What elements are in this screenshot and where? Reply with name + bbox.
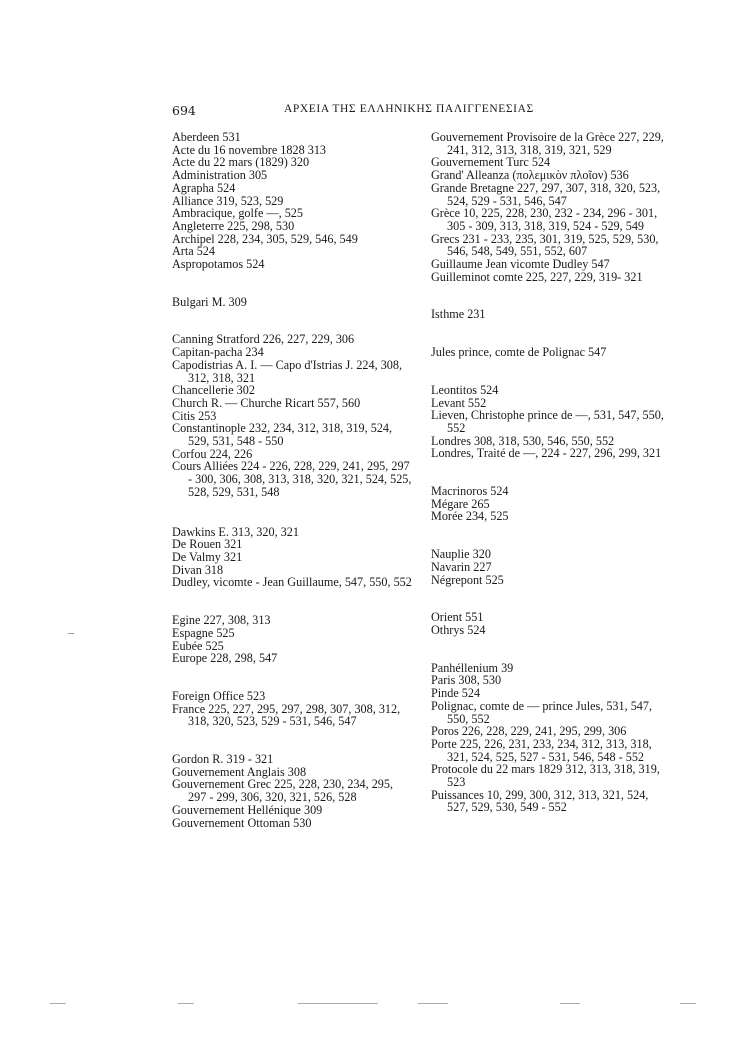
index-entry: Panhéllenium 39 bbox=[431, 660, 514, 675]
index-entry: Navarin 227 bbox=[431, 559, 492, 574]
footer-rule bbox=[298, 1003, 378, 1004]
index-entry: Europe 228, 298, 547 bbox=[172, 651, 278, 666]
index-entry: Angleterre 225, 298, 530 bbox=[172, 218, 295, 233]
index-column-right bbox=[431, 131, 671, 814]
index-entry: Bulgari M. 309 bbox=[172, 294, 247, 309]
index-entry: Pinde 524 bbox=[431, 686, 481, 701]
index-entry: Administration 305 bbox=[172, 168, 268, 183]
footer-rule bbox=[418, 1003, 448, 1004]
index-entry: Aberdeen 531 bbox=[172, 130, 241, 144]
footer-rule bbox=[560, 1003, 580, 1004]
index-entry: Lieven, Christophe prince de —, 531, 547, 550, 552 bbox=[431, 408, 664, 435]
footer-rule bbox=[50, 1003, 66, 1004]
index-entry: Poros 226, 228, 229, 241, 295, 299, 306 bbox=[431, 724, 627, 739]
index-entry: Puissances 10, 299, 300, 312, 313, 321, 524, 527, 529, 530, 549 - 552 bbox=[431, 787, 649, 815]
index-entry: Othrys 524 bbox=[431, 622, 486, 637]
index-entry: Gouvernement Hellénique 309 bbox=[172, 802, 323, 817]
index-entry: Grèce 10, 225, 228, 230, 232 - 234, 296 - 301, 305 - 309, 313, 318, 319, 524 - 529, 549 bbox=[431, 206, 658, 233]
index-entry: Gouvernement Anglais 308 bbox=[172, 764, 307, 779]
index-entry: France 225, 227, 295, 297, 298, 307, 308, 312, 318, 320, 523, 529 - 531, 546, 547 bbox=[172, 701, 401, 729]
index-entry: Polignac, comte de — prince Jules, 531, 547, 550, 552 bbox=[431, 698, 653, 726]
index-entry: Citis 253 bbox=[172, 408, 217, 423]
index-entry: Protocole du 22 mars 1829 312, 313, 318, 319, 523 bbox=[431, 762, 660, 790]
index-entry: Londres, Traité de —, 224 - 227, 296, 299, 321 bbox=[431, 446, 662, 461]
index-entry: Négrepont 525 bbox=[431, 572, 504, 587]
index-entry: Dawkins E. 313, 320, 321 bbox=[172, 524, 299, 539]
index-entry: Macrinoros 524 bbox=[431, 484, 509, 499]
index-entry: Acte du 22 mars (1829) 320 bbox=[172, 155, 310, 170]
index-entry: Ambracique, golfe —, 525 bbox=[172, 206, 303, 221]
index-entry: Aspropotamos 524 bbox=[172, 257, 265, 272]
index-entry: Capitan-pacha 234 bbox=[172, 345, 264, 360]
index-entry: Nauplie 320 bbox=[431, 547, 491, 562]
footer-rule bbox=[178, 1003, 194, 1004]
index-entry: Gouvernement Turc 524 bbox=[431, 155, 551, 170]
index-entry: Isthme 231 bbox=[431, 307, 486, 322]
index-entry: Church R. — Churche Ricart 557, 560 bbox=[172, 395, 361, 410]
index-entry: Agrapha 524 bbox=[172, 180, 236, 195]
index-entry: Morée 234, 525 bbox=[431, 509, 509, 524]
index-entry: Porte 225, 226, 231, 233, 234, 312, 313, 318, 321, 524, 525, 527 - 531, 546, 548 - 552 bbox=[431, 736, 652, 764]
index-entry: Paris 308, 530 bbox=[431, 673, 502, 688]
page-header bbox=[172, 103, 657, 119]
index-entry: Gordon R. 319 - 321 bbox=[172, 752, 274, 767]
index-entry: Chancellerie 302 bbox=[172, 383, 255, 398]
index-entry: Eubée 525 bbox=[172, 638, 224, 653]
index-entry: Canning Stratford 226, 227, 229, 306 bbox=[172, 332, 355, 347]
index-entry: Grand' Alleanza (πολεμικὸν πλοῖον) 536 bbox=[431, 168, 629, 183]
index-entry: Arta 524 bbox=[172, 244, 215, 259]
index-entry: Archipel 228, 234, 305, 529, 546, 549 bbox=[172, 231, 358, 246]
page-number: 694 bbox=[172, 103, 196, 118]
index-entry: Capodistrias A. I. — Capo d'Istrias J. 224, 308, 312, 318, 321 bbox=[172, 357, 403, 385]
margin-mark bbox=[68, 633, 74, 634]
index-entry: Guilleminot comte 225, 227, 229, 319- 321 bbox=[431, 269, 643, 284]
index-entry: Gouvernement Grec 225, 228, 230, 234, 295, 297 - 299, 306, 320, 321, 526, 528 bbox=[172, 777, 394, 805]
index-entry: Grande Bretagne 227, 297, 307, 318, 320, 523, 524, 529 - 531, 546, 547 bbox=[431, 180, 661, 208]
index-entry: Corfou 224, 226 bbox=[172, 446, 253, 461]
index-entry: Constantinople 232, 234, 312, 318, 319, 524, 529, 531, 548 - 550 bbox=[172, 421, 393, 449]
running-title: ΑΡΧΕΙΑ ΤΗΣ ΕΛΛΗΝΙΚΗΣ ΠΑΛΙΓΓΕΝΕΣΙΑΣ bbox=[284, 103, 534, 115]
index-entry: Acte du 16 novembre 1828 313 bbox=[172, 142, 327, 157]
footer-rule bbox=[680, 1003, 696, 1004]
index-entry: Dudley, vicomte - Jean Guillaume, 547, 550, 552 bbox=[172, 575, 412, 590]
index-entry: Grecs 231 - 233, 235, 301, 319, 525, 529, 530, 546, 548, 549, 551, 552, 607 bbox=[431, 231, 659, 259]
index-entry: Leontitos 524 bbox=[431, 382, 499, 397]
index-entry: Mégare 265 bbox=[431, 496, 490, 511]
index-entry: Guillaume Jean vicomte Dudley 547 bbox=[431, 257, 610, 272]
index-entry: Divan 318 bbox=[172, 562, 224, 577]
index-entry: Cours Alliées 224 - 226, 228, 229, 241, 295, 297 - 300, 306, 308, 313, 318, 320, 321, 524, 525, 528, 529, 531, 548 bbox=[172, 459, 412, 499]
index-entry: Gouvernement Provisoire de la Grèce 227, 229, 241, 312, 313, 318, 319, 321, 529 bbox=[431, 130, 664, 157]
index-entry: Londres 308, 318, 530, 546, 550, 552 bbox=[431, 433, 615, 448]
index-entry: Jules prince, comte de Polignac 547 bbox=[431, 345, 607, 360]
index-entry: Levant 552 bbox=[431, 395, 487, 410]
index-entry: Espagne 525 bbox=[172, 625, 235, 640]
index-entry: Foreign Office 523 bbox=[172, 688, 266, 703]
index-entry: De Valmy 321 bbox=[172, 549, 243, 564]
index-entry: Orient 551 bbox=[431, 610, 484, 625]
index-entry: Egine 227, 308, 313 bbox=[172, 613, 271, 628]
index-entry: Alliance 319, 523, 529 bbox=[172, 193, 284, 208]
index-column-left bbox=[172, 131, 412, 829]
index-entry: Gouvernement Ottoman 530 bbox=[172, 815, 312, 830]
index-entry: De Rouen 321 bbox=[172, 537, 243, 552]
